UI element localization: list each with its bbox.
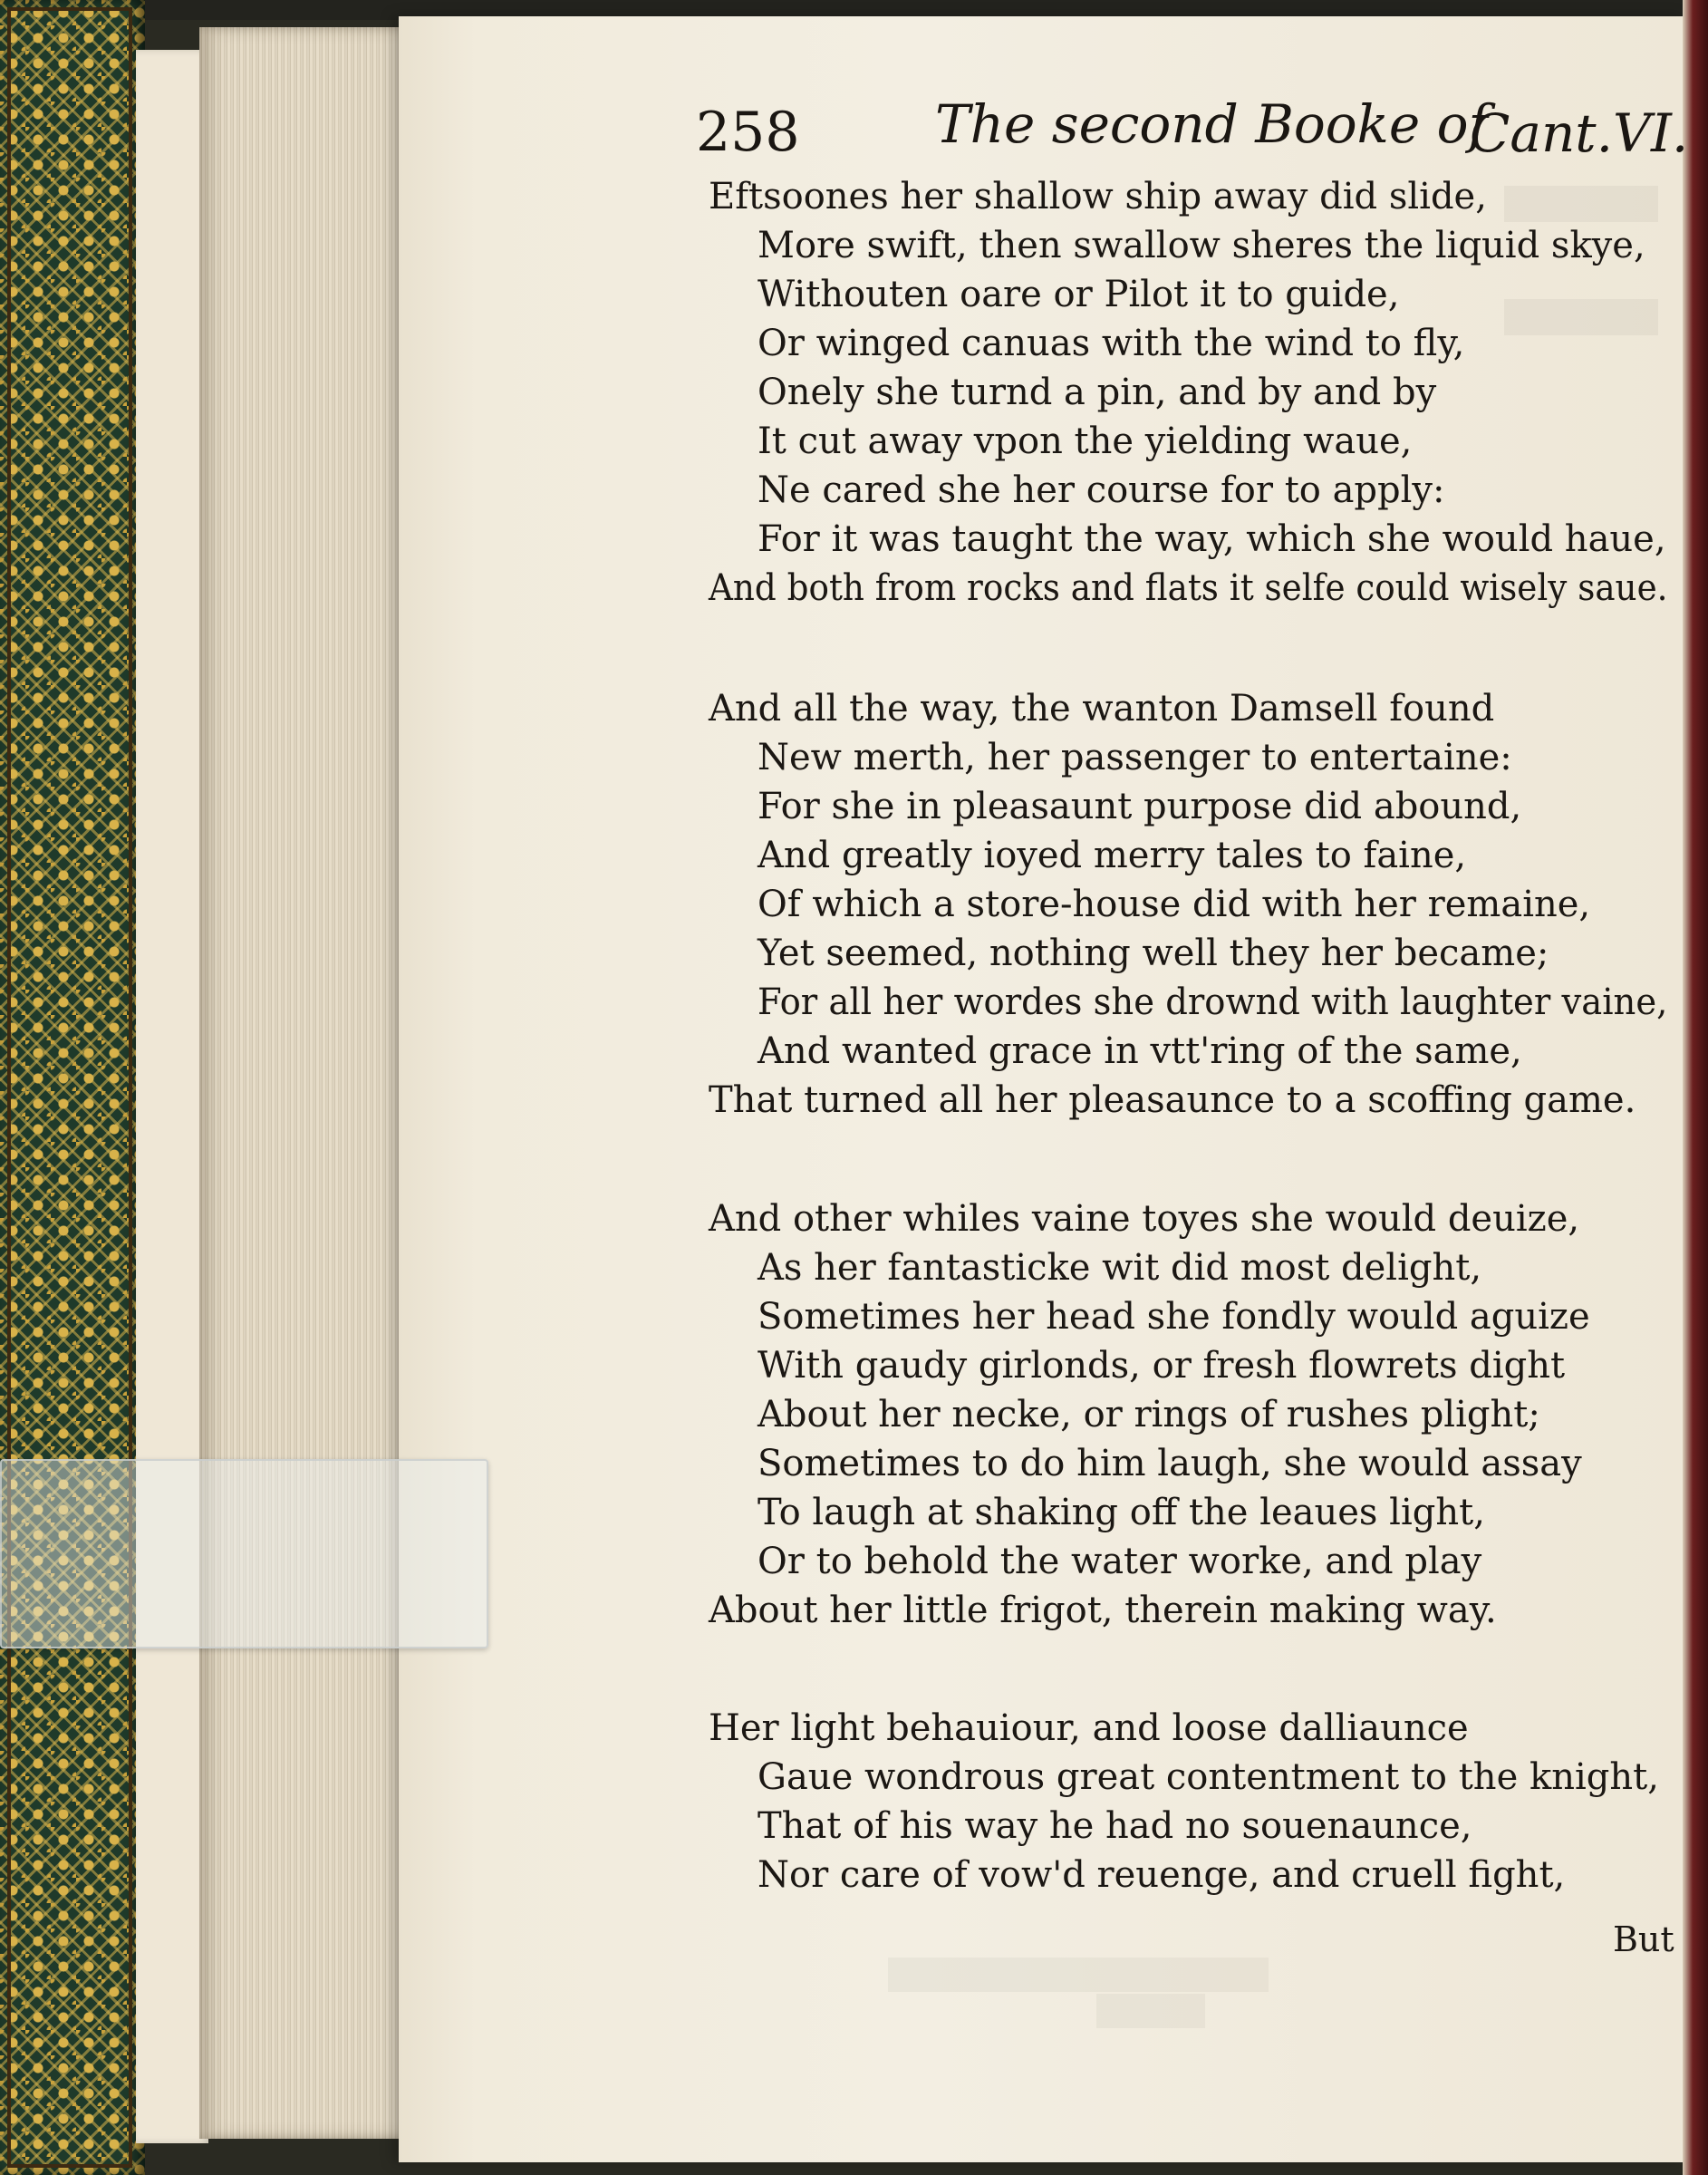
verse-line: Withouten oare or Pilot it to guide, xyxy=(758,274,1400,315)
verse-line: About her little frigot, therein making way. xyxy=(709,1590,1497,1631)
verse-line: To laugh at shaking off the leaues light, xyxy=(758,1492,1485,1533)
verse-line: That of his way he had no souenaunce, xyxy=(758,1805,1472,1847)
verse-line: For it was taught the way, which she would haue, xyxy=(758,518,1666,560)
verse-line: Ne cared she her course for to apply: xyxy=(758,469,1445,511)
verse-line: Sometimes her head she fondly would aguize xyxy=(758,1296,1590,1338)
verse-line: And all the way, the wanton Damsell found xyxy=(709,688,1495,730)
verse-line: And greatly ioyed merry tales to faine, xyxy=(758,835,1467,876)
verse-line: That turned all her pleasaunce to a scoffing game. xyxy=(709,1079,1636,1121)
page-number: 258 xyxy=(696,101,800,164)
verse-line: Of which a store-house did with her remaine, xyxy=(758,884,1591,925)
page-edges xyxy=(199,27,408,2139)
verse-line: Nor care of vow'd reuenge, and cruell fight, xyxy=(758,1854,1566,1896)
verse-line: Eftsoones her shallow ship away did slide, xyxy=(709,176,1487,218)
verse-line: And other whiles vaine toyes she would deuize, xyxy=(709,1198,1580,1240)
book-cover xyxy=(0,0,145,2175)
verse-line: And wanted grace in vtt'ring of the same, xyxy=(758,1030,1522,1072)
book-edge-right xyxy=(1683,0,1708,2175)
catchword: But xyxy=(1613,1919,1674,1959)
verse-line: For all her wordes she drownd with laughter vaine, xyxy=(758,981,1668,1023)
verse-line: It cut away vpon the yielding waue, xyxy=(758,420,1413,462)
verse-line: About her necke, or rings of rushes plight; xyxy=(758,1394,1540,1436)
page-header xyxy=(0,86,1708,186)
verse-line: As her fantasticke wit did most delight, xyxy=(758,1247,1482,1289)
verse-line: For she in pleasaunt purpose did abound, xyxy=(758,786,1522,827)
running-title: The second Booke of xyxy=(935,93,1488,155)
verse-line: Gaue wondrous great contentment to the knight, xyxy=(758,1756,1659,1798)
verse-line: Or to behold the water worke, and play xyxy=(758,1541,1482,1582)
verse-line: More swift, then swallow sheres the liquid skye, xyxy=(758,225,1645,266)
verse-line: And both from rocks and flats it selfe could wisely saue. xyxy=(709,567,1668,609)
verse-line: New merth, her passenger to entertaine: xyxy=(758,737,1512,778)
page-clip xyxy=(0,1459,488,1648)
verse-line: Onely she turnd a pin, and by and by xyxy=(758,372,1437,413)
cover-border xyxy=(7,7,132,2168)
flyleaf xyxy=(136,50,208,2143)
verse-line: Or winged canuas with the wind to fly, xyxy=(758,323,1465,364)
verse-line: Her light behauiour, and loose dalliaunce xyxy=(709,1707,1469,1749)
verse-line: With gaudy girlonds, or fresh flowrets dight xyxy=(758,1345,1566,1387)
canto-label: Cant.VI. xyxy=(1470,102,1689,164)
verse-line: Sometimes to do him laugh, she would assay xyxy=(758,1443,1582,1484)
verse-line: Yet seemed, nothing well they her became; xyxy=(758,933,1549,974)
